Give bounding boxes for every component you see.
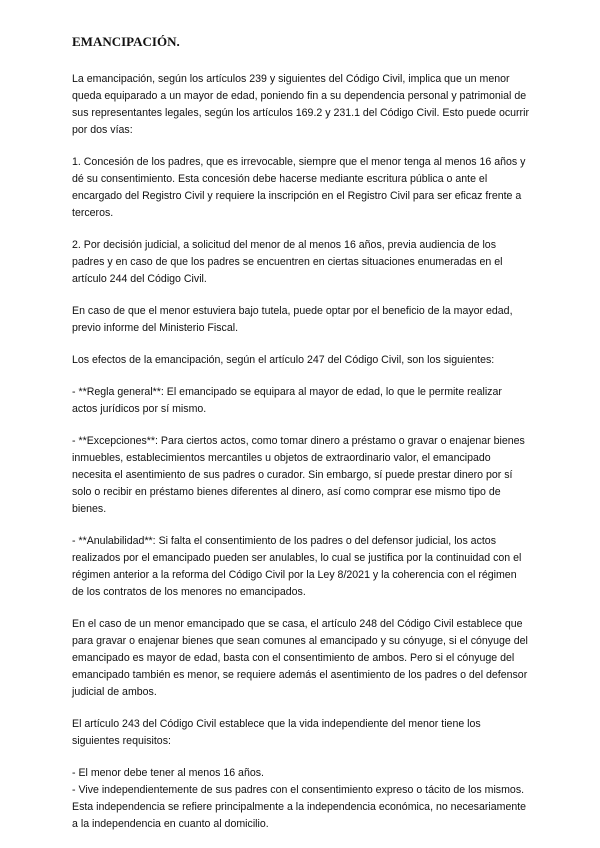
paragraph-via-1: 1. Concesión de los padres, que es irrevocable, siempre que el menor tenga al menos 16 años y dé su consentimiento. Esta concesión debe hacerse mediante escritura pública o ante el encargado del Registro Civil y requiere la inscripción en el Registro Civil para ser eficaz frente a terceros.	[72, 156, 526, 219]
paragraph-efectos: Los efectos de la emancipación, según el artículo 247 del Código Civil, son los siguientes:	[72, 354, 495, 366]
paragraph-regla-general: - **Regla general**: El emancipado se equipara al mayor de edad, lo que le permite realizar actos jurídicos por sí mismo.	[72, 386, 502, 415]
requirements-list	[72, 765, 530, 833]
document-page	[72, 33, 530, 833]
paragraph-via-2: 2. Por decisión judicial, a solicitud del menor de al menos 16 años, previa audiencia de los padres y en caso de que los padres se encuentren en ciertas situaciones enumeradas en el artículo 244 del Código Civil.	[72, 239, 503, 285]
paragraph-excepciones: - **Excepciones**: Para ciertos actos, como tomar dinero a préstamo o gravar o enajenar bienes inmuebles, establecimientos mercantiles u objetos de extraordinario valor, el emancipado necesita el asentimiento de sus padres o curador. Sin embargo, sí puede prestar dinero por sí solo o recibir en préstamo bienes diferentes al dinero, así como comprar ese mismo tipo de bienes.	[72, 435, 525, 515]
paragraph-intro: La emancipación, según los artículos 239 y siguientes del Código Civil, implica que un menor queda equiparado a un mayor de edad, poniendo fin a su dependencia personal y patrimonial de sus representantes legales, según los artículos 169.2 y 231.1 del Código Civil. Esto puede ocurrir por dos vías:	[72, 73, 529, 136]
list-item: - El menor debe tener al menos 16 años.	[72, 767, 264, 779]
list-item: - Vive independientemente de sus padres con el consentimiento expreso o tácito de los mismos. Esta independencia se refiere principalmente a la independencia económica, no necesariamente a la independencia en cuanto al domicilio.	[72, 784, 527, 830]
paragraph-tutela: En caso de que el menor estuviera bajo tutela, puede optar por el beneficio de la mayor edad, previo informe del Ministerio Fiscal.	[72, 305, 513, 334]
paragraph-matrimonio: En el caso de un menor emancipado que se casa, el artículo 248 del Código Civil establece que para gravar o enajenar bienes que sean comunes al emancipado y su cónyuge, si el cónyuge del emancipado es mayor de edad, basta con el consentimiento de ambos. Pero si el cónyuge del emancipado también es menor, se requiere además el asentimiento de los padres o del defensor judicial de ambos.	[72, 618, 528, 698]
paragraph-anulabilidad: - **Anulabilidad**: Si falta el consentimiento de los padres o del defensor judicial, los actos realizados por el emancipado pueden ser anulables, lo cual se justifica por la continuidad con el régimen anterior a la reforma del Código Civil por la Ley 8/2021 y la coherencia con el régimen de los contratos de los menores no emancipados.	[72, 535, 522, 598]
paragraph-vida-independiente: El artículo 243 del Código Civil establece que la vida independiente del menor tiene los siguientes requisitos:	[72, 718, 481, 747]
document-title: EMANCIPACIÓN.	[72, 34, 180, 49]
